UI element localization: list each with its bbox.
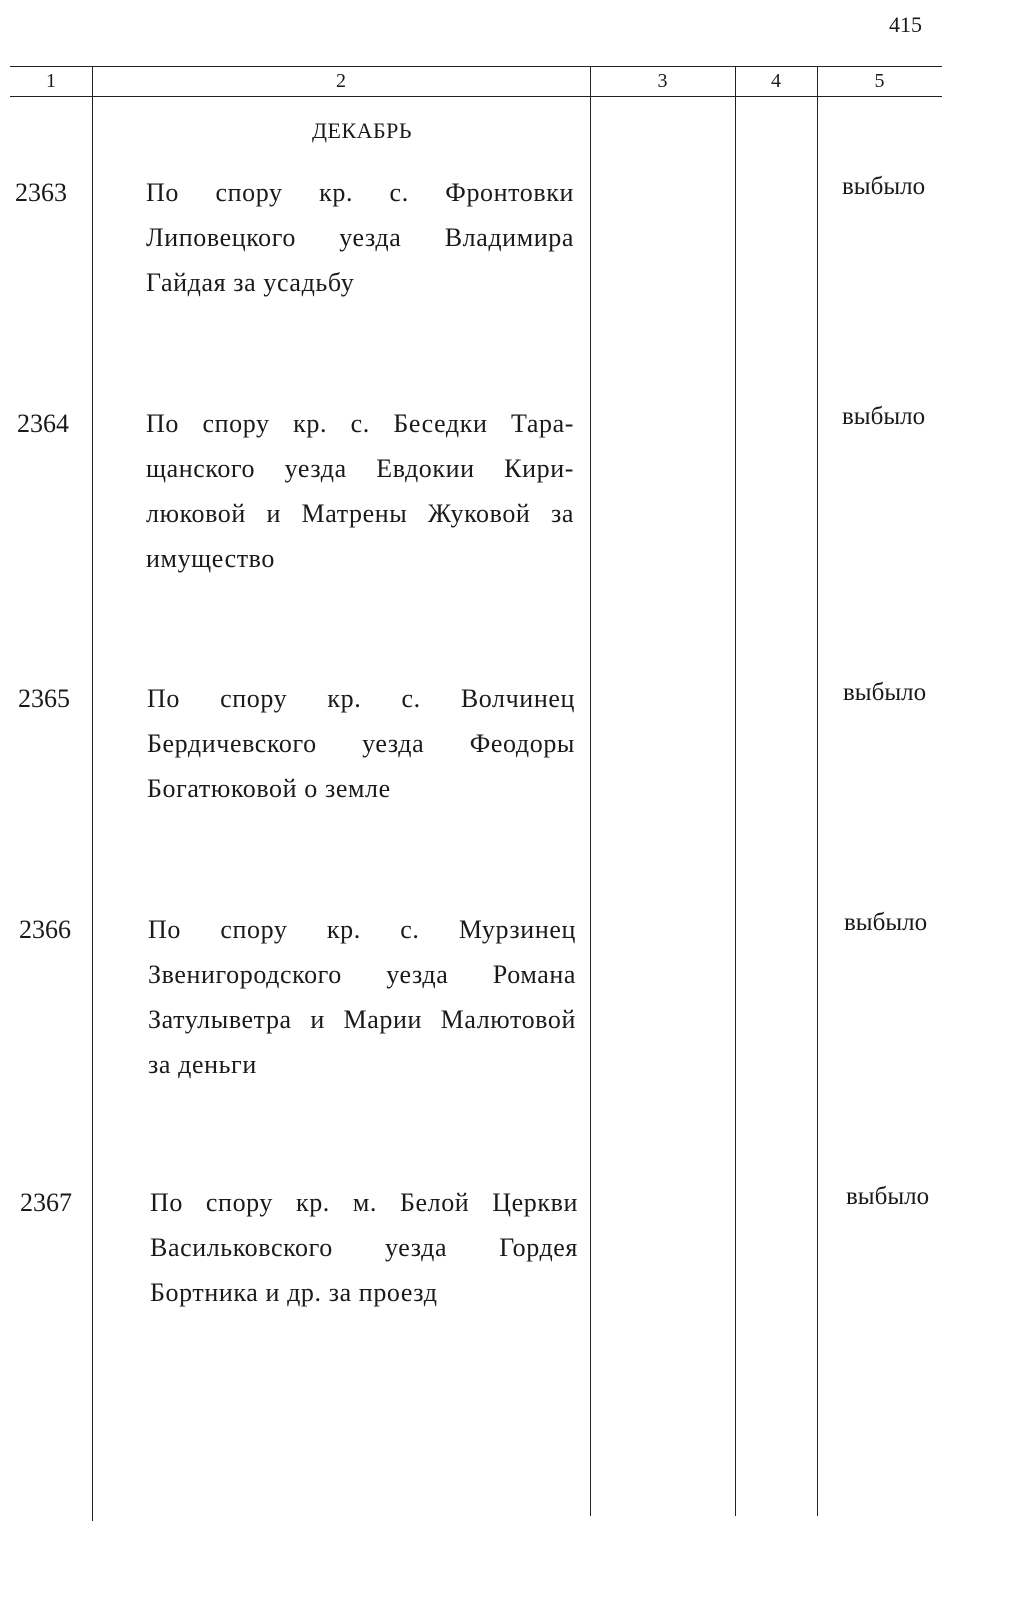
entry-description — [150, 1180, 578, 1315]
desc-line: Липовецкого уезда Владимира — [146, 223, 574, 252]
column-header-1: 1 — [46, 70, 56, 92]
desc-line: имущество — [146, 544, 275, 573]
column-divider-3 — [735, 66, 736, 1516]
desc-line: Богатюковой о земле — [147, 774, 391, 803]
desc-line: По спору кр. с. Фронтовки — [146, 178, 574, 207]
desc-line: Звенигородского уезда Романа — [148, 960, 576, 989]
entry-status: выбыло — [842, 403, 926, 430]
column-header-3: 3 — [657, 70, 668, 92]
entry-description — [148, 907, 576, 1087]
column-divider-1 — [92, 66, 93, 1521]
entry-status: выбыло — [846, 1183, 930, 1210]
desc-line: По спору кр. с. Волчинец — [147, 684, 575, 713]
entry-description — [147, 676, 575, 811]
entry-number: 2367 — [20, 1188, 72, 1217]
column-header-4: 4 — [771, 70, 781, 92]
desc-line: Бердичевского уезда Феодоры — [147, 729, 575, 758]
desc-line: Васильковского уезда Гордея — [150, 1233, 578, 1262]
desc-line: По спору кр. м. Белой Церкви — [150, 1188, 578, 1217]
entry-number: 2365 — [18, 684, 70, 713]
entry-description — [146, 401, 574, 581]
month-heading: ДЕКАБРЬ — [312, 118, 413, 143]
entry-number: 2366 — [19, 915, 71, 944]
desc-line: По спору кр. с. Беседки Тара- — [146, 409, 574, 438]
entry-status: выбыло — [843, 679, 927, 706]
desc-line: люковой и Матрены Жуковой за — [146, 499, 574, 528]
table-header-rule — [10, 96, 942, 97]
entry-number: 2363 — [15, 178, 67, 207]
entry-status: выбыло — [844, 909, 928, 936]
entry-status: выбыло — [842, 173, 926, 200]
page-number: 415 — [889, 12, 922, 37]
column-divider-4 — [817, 66, 818, 1516]
entry-number: 2364 — [17, 409, 69, 438]
desc-line: щанского уезда Евдокии Кири- — [146, 454, 574, 483]
table-top-rule — [10, 66, 942, 67]
desc-line: за деньги — [148, 1050, 257, 1079]
entry-description — [146, 170, 574, 305]
column-header-5: 5 — [874, 70, 885, 92]
desc-line: Гайдая за усадьбу — [146, 268, 355, 297]
desc-line: Затулыветра и Марии Малютовой — [148, 1005, 576, 1034]
column-divider-2 — [590, 66, 591, 1516]
desc-line: По спору кр. с. Мурзинец — [148, 915, 576, 944]
column-header-2: 2 — [336, 70, 346, 92]
desc-line: Бортника и др. за проезд — [150, 1278, 438, 1307]
